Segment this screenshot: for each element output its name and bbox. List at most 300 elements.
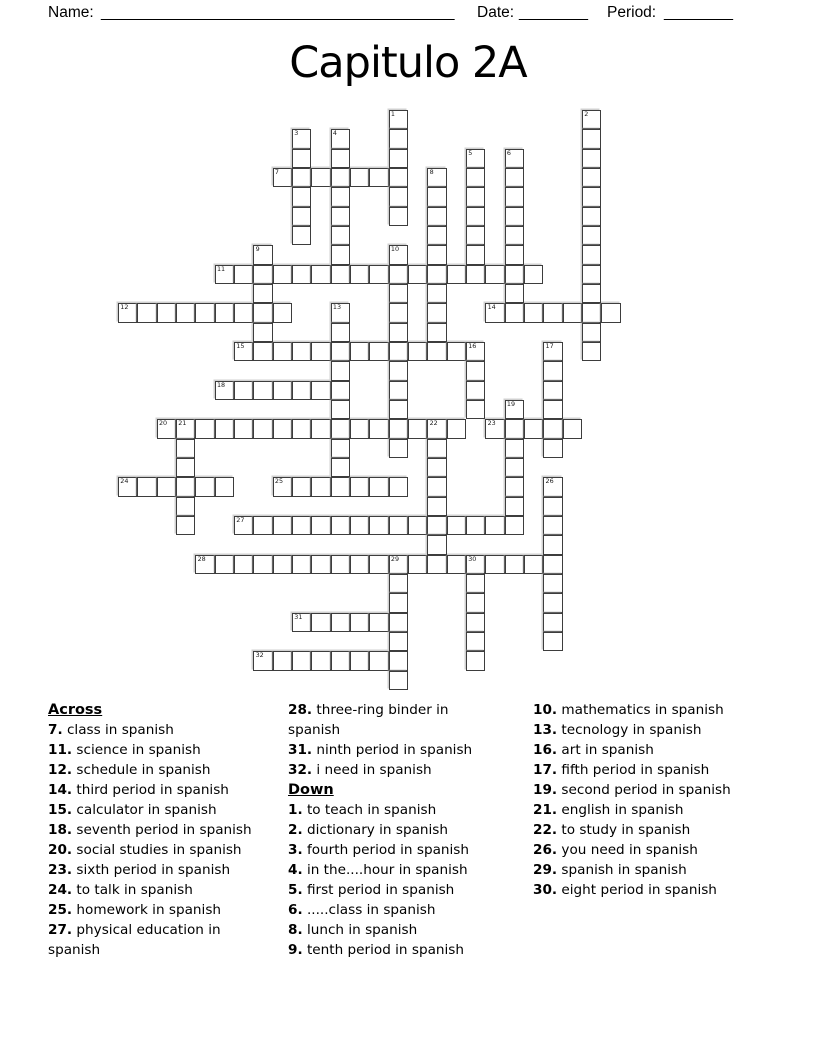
crossword-cell[interactable]	[543, 477, 562, 496]
crossword-cell[interactable]	[292, 381, 311, 400]
crossword-cell[interactable]	[485, 265, 504, 284]
crossword-cell[interactable]	[389, 574, 408, 593]
crossword-cell[interactable]	[273, 419, 292, 438]
crossword-cell[interactable]	[215, 477, 234, 496]
cell-number: 2	[584, 110, 589, 118]
crossword-cell[interactable]	[427, 323, 446, 342]
crossword-cell[interactable]	[427, 535, 446, 554]
cell-number: 5	[468, 148, 473, 157]
crossword-cell[interactable]	[350, 555, 369, 574]
crossword-cell[interactable]	[485, 516, 504, 535]
clue-number: 30.	[533, 882, 558, 898]
crossword-cell[interactable]	[543, 381, 562, 400]
crossword-cell[interactable]	[253, 342, 272, 361]
clue-item: 18. seventh period in spanish	[48, 822, 252, 838]
crossword-cell[interactable]	[331, 419, 350, 438]
crossword-cell[interactable]	[485, 555, 504, 574]
crossword-cell[interactable]	[292, 265, 311, 284]
crossword-cell[interactable]	[427, 497, 446, 516]
clue-item: 24. to talk in spanish	[48, 882, 193, 898]
crossword-cell[interactable]	[273, 516, 292, 535]
crossword-cell[interactable]	[350, 477, 369, 496]
crossword-cell[interactable]	[311, 651, 330, 670]
crossword-cell[interactable]	[311, 613, 330, 632]
clue-item: 14. third period in spanish	[48, 782, 229, 798]
crossword-cell[interactable]	[582, 342, 601, 361]
crossword-cell[interactable]	[563, 419, 582, 438]
crossword-cell[interactable]	[505, 477, 524, 496]
crossword-cell[interactable]	[427, 226, 446, 245]
crossword-cell[interactable]	[389, 419, 408, 438]
crossword-cell[interactable]	[447, 516, 466, 535]
crossword-cell[interactable]	[408, 419, 427, 438]
crossword-cell[interactable]	[505, 439, 524, 458]
clue-number: 26.	[533, 842, 558, 858]
crossword-cell[interactable]	[408, 342, 427, 361]
crossword-cell[interactable]	[543, 593, 562, 612]
crossword-cell[interactable]	[524, 303, 543, 322]
crossword-cell[interactable]	[543, 632, 562, 651]
crossword-cell[interactable]	[176, 439, 195, 458]
crossword-cell[interactable]	[582, 226, 601, 245]
crossword-cell[interactable]	[505, 245, 524, 264]
crossword-cell[interactable]	[292, 342, 311, 361]
crossword-cell[interactable]	[505, 303, 524, 322]
crossword-cell[interactable]	[234, 265, 253, 284]
crossword-cell[interactable]	[292, 207, 311, 226]
clue-number: 13.	[533, 722, 558, 738]
crossword-cell[interactable]	[215, 419, 234, 438]
crossword-cell[interactable]	[234, 516, 253, 535]
crossword-cell[interactable]	[292, 129, 311, 148]
crossword-cell[interactable]	[311, 419, 330, 438]
crossword-cell[interactable]	[331, 265, 350, 284]
crossword-cell[interactable]	[253, 245, 272, 264]
crossword-cell[interactable]	[427, 168, 446, 187]
clue-item: 2. dictionary in spanish	[288, 822, 448, 838]
crossword-cell[interactable]	[524, 265, 543, 284]
crossword-cell[interactable]	[582, 129, 601, 148]
crossword-cell[interactable]	[331, 458, 350, 477]
crossword-cell[interactable]	[543, 419, 562, 438]
crossword-cell[interactable]	[311, 477, 330, 496]
crossword-cell[interactable]	[427, 342, 446, 361]
crossword-cell[interactable]	[215, 303, 234, 322]
crossword-cell[interactable]	[505, 149, 524, 168]
crossword-cell[interactable]	[389, 245, 408, 264]
clue-item: 15. calculator in spanish	[48, 802, 217, 818]
crossword-cell[interactable]	[543, 555, 562, 574]
cell-number: 22	[429, 419, 438, 428]
crossword-cell[interactable]	[389, 323, 408, 342]
crossword-cell[interactable]	[427, 516, 446, 535]
crossword-cell[interactable]	[505, 226, 524, 245]
crossword-cell[interactable]	[447, 555, 466, 574]
crossword-cell[interactable]	[331, 149, 350, 168]
crossword-cell[interactable]	[195, 419, 214, 438]
clue-item: 23. sixth period in spanish	[48, 862, 231, 878]
crossword-cell[interactable]	[389, 361, 408, 380]
crossword-cell[interactable]	[311, 555, 330, 574]
crossword-cell[interactable]	[582, 323, 601, 342]
crossword-cell[interactable]	[408, 265, 427, 284]
cell-number: 11	[216, 264, 226, 273]
clue-column	[48, 700, 266, 960]
crossword-cell[interactable]	[331, 342, 350, 361]
crossword-cell[interactable]	[427, 458, 446, 477]
crossword-cell[interactable]	[389, 516, 408, 535]
date-blank: ________	[519, 4, 588, 21]
crossword-cell[interactable]	[582, 110, 601, 129]
crossword-cell[interactable]	[369, 651, 388, 670]
cell-number: 18	[216, 380, 226, 389]
crossword-cell[interactable]	[292, 477, 311, 496]
crossword-cell[interactable]	[234, 555, 253, 574]
crossword-cell[interactable]	[543, 535, 562, 554]
crossword-cell[interactable]	[427, 439, 446, 458]
cell-number: 20	[158, 419, 168, 428]
clue-item: 22. to study in spanish	[533, 822, 691, 838]
clue-item: 31. ninth period in spanish	[288, 742, 473, 758]
crossword-cell[interactable]	[137, 477, 156, 496]
crossword-cell[interactable]	[505, 207, 524, 226]
crossword-cell[interactable]	[543, 342, 562, 361]
crossword-cell[interactable]	[331, 187, 350, 206]
crossword-cell[interactable]	[292, 419, 311, 438]
crossword-cell[interactable]	[234, 381, 253, 400]
crossword-cell[interactable]	[466, 381, 485, 400]
clues-heading: Across	[48, 702, 103, 718]
crossword-cell[interactable]	[389, 651, 408, 670]
crossword-cell[interactable]	[350, 516, 369, 535]
crossword-cell[interactable]	[331, 323, 350, 342]
crossword-cell[interactable]	[369, 555, 388, 574]
period-blank: ________	[664, 4, 733, 21]
crossword-cell[interactable]	[369, 477, 388, 496]
clue-item: 32. i need in spanish	[288, 762, 432, 778]
crossword-cell[interactable]	[389, 593, 408, 612]
crossword-cell[interactable]	[543, 439, 562, 458]
crossword-cell[interactable]	[253, 651, 272, 670]
crossword-cell[interactable]	[253, 323, 272, 342]
crossword-cell[interactable]	[389, 555, 408, 574]
cell-number: 29	[390, 554, 400, 563]
crossword-cell[interactable]	[292, 226, 311, 245]
crossword-cell[interactable]	[292, 613, 311, 632]
crossword-cell[interactable]	[176, 419, 195, 438]
crossword-cell[interactable]	[273, 381, 292, 400]
crossword-cell[interactable]	[273, 477, 292, 496]
cell-number: 4	[332, 129, 337, 138]
crossword-cell[interactable]	[505, 497, 524, 516]
crossword-cell[interactable]	[369, 613, 388, 632]
crossword-cell[interactable]	[253, 284, 272, 303]
crossword-cell[interactable]	[369, 419, 388, 438]
crossword-cell[interactable]	[331, 400, 350, 419]
crossword-cell[interactable]	[176, 497, 195, 516]
clue-number: 19.	[533, 782, 558, 798]
cell-number: 27	[236, 515, 245, 524]
crossword-cell[interactable]	[311, 342, 330, 361]
crossword-cell[interactable]	[292, 149, 311, 168]
cell-number: 21	[178, 419, 187, 428]
crossword-cell[interactable]	[253, 265, 272, 284]
crossword-cell[interactable]	[253, 555, 272, 574]
crossword-cell[interactable]	[543, 400, 562, 419]
crossword-cell[interactable]	[273, 168, 292, 187]
crossword-cell[interactable]	[389, 110, 408, 129]
cell-number: 3	[294, 129, 299, 138]
crossword-cell[interactable]	[466, 593, 485, 612]
crossword-cell[interactable]	[389, 303, 408, 322]
crossword-cell[interactable]	[466, 361, 485, 380]
clue-column	[533, 700, 761, 900]
crossword-cell[interactable]	[543, 613, 562, 632]
crossword-cell[interactable]	[389, 400, 408, 419]
crossword-cell[interactable]	[389, 284, 408, 303]
crossword-cell[interactable]	[582, 207, 601, 226]
crossword-cell[interactable]	[466, 207, 485, 226]
crossword-cell[interactable]	[176, 477, 195, 496]
crossword-cell[interactable]	[505, 419, 524, 438]
crossword-cell[interactable]	[427, 187, 446, 206]
crossword-cell[interactable]	[331, 439, 350, 458]
cell-number: 17	[545, 341, 554, 350]
crossword-cell[interactable]	[466, 168, 485, 187]
crossword-cell[interactable]	[273, 342, 292, 361]
crossword-cell[interactable]	[331, 477, 350, 496]
crossword-cell[interactable]	[273, 555, 292, 574]
crossword-cell[interactable]	[311, 381, 330, 400]
crossword-cell[interactable]	[466, 555, 485, 574]
crossword-cell[interactable]	[311, 516, 330, 535]
crossword-cell[interactable]	[582, 168, 601, 187]
crossword-cell[interactable]	[331, 381, 350, 400]
crossword-cell[interactable]	[389, 477, 408, 496]
clue-item: 20. social studies in spanish	[48, 842, 242, 858]
crossword-cell[interactable]	[369, 342, 388, 361]
crossword-cell[interactable]	[427, 477, 446, 496]
crossword-cell[interactable]	[543, 361, 562, 380]
crossword-cell[interactable]	[331, 613, 350, 632]
crossword-cell[interactable]	[195, 555, 214, 574]
crossword-cell[interactable]	[466, 613, 485, 632]
crossword-cell[interactable]	[408, 516, 427, 535]
crossword-cell[interactable]	[273, 265, 292, 284]
crossword-cell[interactable]	[389, 613, 408, 632]
crossword-cell[interactable]	[466, 574, 485, 593]
crossword-cell[interactable]	[253, 303, 272, 322]
crossword-cell[interactable]	[427, 245, 446, 264]
clue-number: 28.	[288, 702, 313, 718]
crossword-cell[interactable]	[331, 516, 350, 535]
crossword-cell[interactable]	[447, 342, 466, 361]
clue-number: 16.	[533, 742, 558, 758]
crossword-cell[interactable]	[427, 265, 446, 284]
crossword-cell[interactable]	[447, 419, 466, 438]
crossword-cell[interactable]	[389, 342, 408, 361]
crossword-cell[interactable]	[582, 265, 601, 284]
cell-number: 25	[274, 477, 284, 486]
crossword-cell[interactable]	[543, 497, 562, 516]
crossword-cell[interactable]	[350, 168, 369, 187]
crossword-cell[interactable]	[215, 381, 234, 400]
crossword-cell[interactable]	[389, 207, 408, 226]
clue-item: 19. second period in spanish	[533, 782, 731, 798]
crossword-cell[interactable]	[389, 632, 408, 651]
crossword-cell[interactable]	[543, 516, 562, 535]
crossword-cell[interactable]	[389, 187, 408, 206]
crossword-cell[interactable]	[273, 303, 292, 322]
crossword-cell[interactable]	[176, 458, 195, 477]
cell-number: 32	[255, 651, 264, 660]
crossword-cell[interactable]	[350, 265, 369, 284]
crossword-cell[interactable]	[505, 284, 524, 303]
crossword-cell[interactable]	[601, 303, 620, 322]
crossword-cell[interactable]	[176, 516, 195, 535]
clue-number: 10.	[533, 702, 558, 718]
crossword-cell[interactable]	[466, 632, 485, 651]
crossword-cell[interactable]	[466, 245, 485, 264]
crossword-cell[interactable]	[389, 149, 408, 168]
crossword-cell[interactable]	[157, 303, 176, 322]
crossword-cell[interactable]	[582, 149, 601, 168]
crossword-cell[interactable]	[582, 303, 601, 322]
date-label: Date:	[477, 4, 515, 21]
clue-item: 29. spanish in spanish	[533, 862, 687, 878]
clue-number: 3.	[288, 842, 303, 858]
cell-number: 15	[236, 341, 245, 350]
crossword-cell[interactable]	[331, 303, 350, 322]
crossword-cell[interactable]	[389, 168, 408, 187]
crossword-cell[interactable]	[582, 187, 601, 206]
cell-number: 26	[545, 477, 554, 486]
crossword-cell[interactable]	[466, 651, 485, 670]
crossword-cell[interactable]	[350, 419, 369, 438]
crossword-cell[interactable]	[505, 265, 524, 284]
crossword-cell[interactable]	[524, 555, 543, 574]
crossword-cell[interactable]	[331, 245, 350, 264]
crossword-cell[interactable]	[563, 303, 582, 322]
crossword-cell[interactable]	[157, 477, 176, 496]
crossword-cell[interactable]	[466, 516, 485, 535]
crossword-cell[interactable]	[253, 516, 272, 535]
crossword-cell[interactable]	[331, 168, 350, 187]
crossword-cell[interactable]	[543, 574, 562, 593]
crossword-cell[interactable]	[137, 303, 156, 322]
crossword-cell[interactable]	[292, 555, 311, 574]
crossword-cell[interactable]	[505, 458, 524, 477]
crossword-cell[interactable]	[195, 477, 214, 496]
crossword-cell[interactable]	[273, 651, 292, 670]
crossword-cell[interactable]	[505, 168, 524, 187]
crossword-cell[interactable]	[505, 400, 524, 419]
crossword-cell[interactable]	[311, 168, 330, 187]
clue-number: 21.	[533, 802, 558, 818]
crossword-cell[interactable]	[582, 284, 601, 303]
crossword-cell[interactable]	[292, 187, 311, 206]
crossword-cell[interactable]	[543, 303, 562, 322]
crossword-cell[interactable]	[389, 439, 408, 458]
crossword-cell[interactable]	[215, 265, 234, 284]
clue-item: 25. homework in spanish	[48, 902, 222, 918]
crossword-cell[interactable]	[234, 303, 253, 322]
crossword-cell[interactable]	[466, 400, 485, 419]
crossword-cell[interactable]	[369, 168, 388, 187]
crossword-cell[interactable]	[466, 265, 485, 284]
crossword-cell[interactable]	[253, 381, 272, 400]
crossword-cell[interactable]	[485, 303, 504, 322]
crossword-cell[interactable]	[427, 207, 446, 226]
crossword-cell[interactable]	[427, 419, 446, 438]
crossword-cell[interactable]	[505, 516, 524, 535]
crossword-cell[interactable]	[234, 419, 253, 438]
clue-column	[288, 700, 496, 960]
crossword-cell[interactable]	[350, 342, 369, 361]
cell-number: 23	[487, 419, 496, 428]
crossword-cell[interactable]	[253, 419, 272, 438]
crossword-cell[interactable]	[331, 651, 350, 670]
crossword-cell[interactable]	[369, 265, 388, 284]
crossword-grid	[118, 110, 621, 690]
crossword-cell[interactable]	[215, 555, 234, 574]
clue-number: 11.	[48, 742, 73, 758]
crossword-cell[interactable]	[427, 303, 446, 322]
crossword-cell[interactable]	[389, 381, 408, 400]
crossword-cell[interactable]	[447, 265, 466, 284]
crossword-cell[interactable]	[176, 303, 195, 322]
crossword-cell[interactable]	[408, 555, 427, 574]
crossword-cell[interactable]	[505, 555, 524, 574]
crossword-cell[interactable]	[292, 516, 311, 535]
crossword-cell[interactable]	[466, 187, 485, 206]
crossword-cell[interactable]	[157, 419, 176, 438]
cell-number: 16	[468, 341, 477, 350]
crossword-cell[interactable]	[582, 245, 601, 264]
crossword-cell[interactable]	[369, 516, 388, 535]
crossword-cell[interactable]	[118, 303, 137, 322]
crossword-cell[interactable]	[389, 129, 408, 148]
clue-item: 3. fourth period in spanish	[288, 842, 469, 858]
crossword-cell[interactable]	[292, 651, 311, 670]
clue-number: 31.	[288, 742, 313, 758]
crossword-cell[interactable]	[118, 477, 137, 496]
crossword-cell[interactable]	[427, 284, 446, 303]
crossword-cell[interactable]	[466, 149, 485, 168]
crossword-cell[interactable]	[466, 342, 485, 361]
crossword-cell[interactable]	[350, 651, 369, 670]
crossword-cell[interactable]	[524, 419, 543, 438]
name-blank: _________________________________________	[101, 4, 455, 21]
crossword-cell[interactable]	[311, 265, 330, 284]
crossword-cell[interactable]	[292, 168, 311, 187]
crossword-cell[interactable]	[331, 555, 350, 574]
crossword-cell[interactable]	[331, 226, 350, 245]
crossword-cell[interactable]	[505, 187, 524, 206]
crossword-cell[interactable]	[350, 613, 369, 632]
crossword-cell[interactable]	[427, 555, 446, 574]
crossword-cell[interactable]	[389, 265, 408, 284]
crossword-cell[interactable]	[389, 671, 408, 690]
crossword-cell[interactable]	[331, 361, 350, 380]
crossword-cell[interactable]	[195, 303, 214, 322]
crossword-cell[interactable]	[234, 342, 253, 361]
cell-number: 14	[487, 303, 496, 312]
crossword-cell[interactable]	[331, 129, 350, 148]
crossword-cell[interactable]	[485, 419, 504, 438]
crossword-cell[interactable]	[331, 207, 350, 226]
crossword-cell[interactable]	[466, 226, 485, 245]
